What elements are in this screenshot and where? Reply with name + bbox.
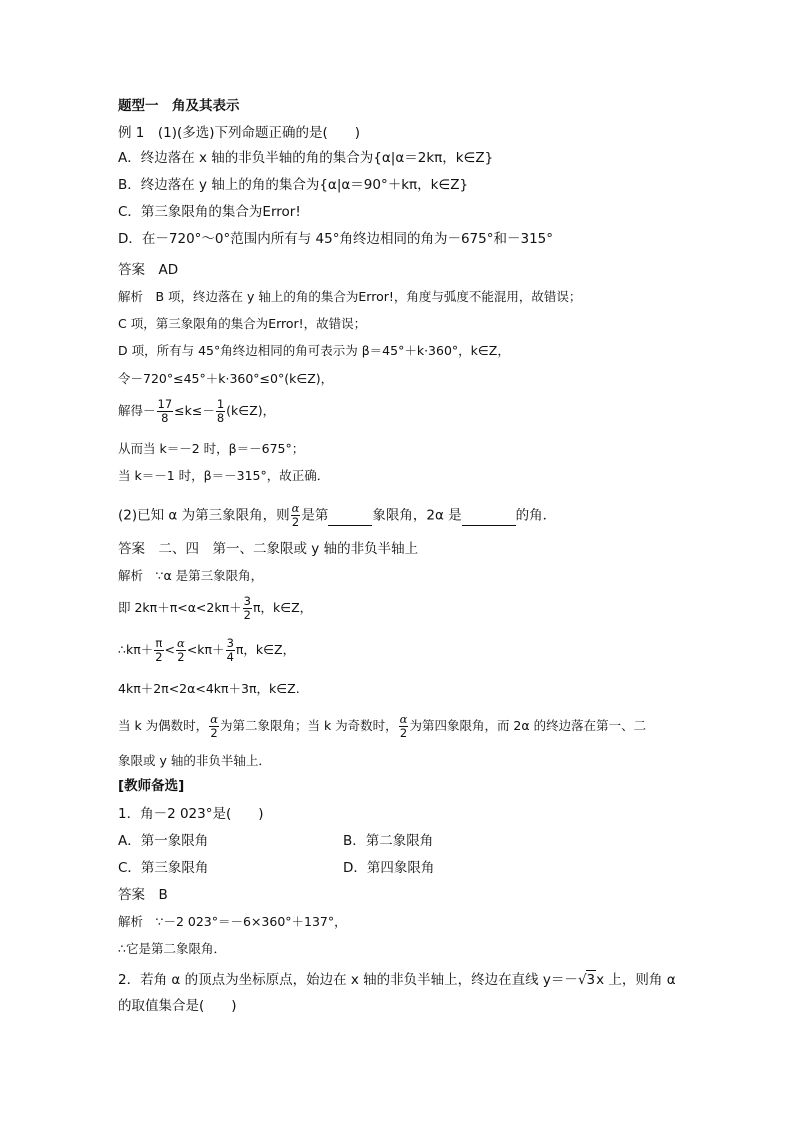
fraction-alpha-2	[399, 713, 409, 740]
analysis-line-5-post: (k∈Z)，	[226, 403, 276, 418]
teacher-q1-option-d: D．第四象限角	[343, 860, 435, 876]
fraction-denominator: 2	[399, 726, 408, 740]
part2-analysis-6: 象限或 y 轴的非负半轴上．	[118, 753, 271, 768]
fraction-numerator: 3	[226, 636, 234, 650]
part2-analysis-3-mid: <kπ＋	[186, 642, 225, 657]
fraction-numerator: 3	[243, 594, 251, 608]
answer-2: 答案 二、四 第一、二象限或 y 轴的非负半轴上	[118, 541, 419, 557]
fraction-17-8	[157, 398, 174, 425]
fraction-numerator: π	[155, 636, 163, 650]
part2-mid1: 是第	[301, 507, 329, 524]
analysis-line-5-pre: 解得－	[118, 403, 156, 418]
analysis-line-7: 当 k＝－1 时，β＝－315°，故正确．	[118, 468, 330, 483]
fraction-denominator: 2	[177, 650, 185, 664]
teacher-q2-post: x 上，则角 α	[596, 972, 676, 988]
example1-stem: 例 1 (1)(多选)下列命题正确的是( )	[118, 125, 361, 141]
part2-analysis-5-post: 为第四象限角，而 2α 的终边落在第一、二	[409, 718, 647, 733]
part2-analysis-4: 4kπ＋2π<2α<4kπ＋3π，k∈Z.	[118, 681, 300, 696]
fraction-denominator: 8	[161, 411, 169, 425]
fraction-denominator: 2	[210, 726, 218, 740]
answer-1: 答案 AD	[118, 262, 179, 278]
part2-analysis-5-pre: 当 k 为偶数时，	[118, 718, 209, 733]
option-d: D．在－720°～0°范围内所有与 45°角终边相同的角为－675°和－315°	[118, 231, 554, 247]
teacher-q1-option-a: A．第一象限角	[118, 833, 209, 849]
analysis-line-2: C 项，第三象限角的集合为Error!，故错误；	[118, 316, 367, 331]
fraction-1-8	[216, 398, 225, 425]
teacher-section-header: [教师备选]	[118, 778, 185, 794]
teacher-q1-option-b: B．第二象限角	[343, 833, 434, 849]
fraction-denominator: 4	[226, 650, 234, 664]
teacher-q1-analysis-2: ∴它是第二象限角．	[118, 941, 226, 956]
fraction-denominator: 2	[155, 650, 163, 664]
analysis-line-3: D 项，所有与 45°角终边相同的角可表示为 β＝45°＋k·360°，k∈Z，	[118, 343, 510, 358]
option-a: A．终边落在 x 轴的非负半轴的角的集合为{α|α＝2kπ，k∈Z}	[118, 150, 494, 166]
teacher-q2-pre: 2．若角 α 的顶点为坐标原点，始边在 x 轴的非负半轴上，终边在直线 y＝－	[118, 972, 578, 988]
part2-pre: (2)已知 α 为第三象限角，则	[118, 507, 290, 524]
part2-analysis-3-pre: ∴kπ＋	[118, 642, 154, 657]
fraction-numerator: α	[210, 712, 218, 726]
fraction-numerator: α	[291, 501, 300, 515]
part2-analysis-2-post: π，k∈Z，	[252, 600, 313, 615]
option-b: B．终边落在 y 轴上的角的集合为{α|α＝90°＋kπ，k∈Z}	[118, 177, 469, 193]
part2-analysis-5-mid: 为第二象限角；当 k 为奇数时，	[219, 718, 398, 733]
analysis-line-6: 从而当 k＝－2 时，β＝－675°；	[118, 441, 305, 456]
teacher-q1-stem: 1．角－2 023°是( )	[118, 806, 264, 822]
fraction-denominator: 2	[291, 515, 300, 529]
sqrt-radicand: 3	[586, 972, 596, 988]
fraction-alpha-2	[209, 713, 219, 740]
part2-question	[118, 502, 556, 529]
analysis-line-5	[118, 398, 275, 425]
fraction-numerator: 1	[216, 397, 225, 411]
fraction-alpha-2	[176, 637, 186, 664]
part2-analysis-3	[118, 637, 295, 664]
part2-mid2: 象限角，2α 是	[372, 507, 462, 524]
teacher-q1-answer: 答案 B	[118, 887, 168, 903]
fraction-3-2	[243, 595, 252, 622]
part2-analysis-2-pre: 即 2kπ＋π<α<2kπ＋	[118, 600, 242, 615]
analysis-line-5-mid: ≤k≤－	[174, 403, 215, 418]
fraction-numerator: α	[177, 636, 185, 650]
fraction-numerator: 17	[157, 397, 173, 411]
sqrt-sign: √	[577, 972, 587, 988]
less-than: <	[164, 642, 176, 657]
fraction-pi-2	[154, 637, 163, 664]
part2-end: 的角．	[515, 507, 557, 524]
teacher-q1-analysis-1: 解析 ∵－2 023°＝－6×360°＋137°，	[118, 914, 347, 929]
answer-blank-2[interactable]	[462, 507, 516, 526]
part2-analysis-3-post: π，k∈Z，	[235, 642, 296, 657]
teacher-q2-line-2: 的取值集合是( )	[118, 998, 237, 1014]
teacher-q2-line-1	[118, 970, 676, 989]
analysis-line-4: 令－720°≤45°＋k·360°≤0°(k∈Z)，	[118, 371, 334, 386]
fraction-denominator: 8	[216, 411, 225, 425]
part2-analysis-2	[118, 595, 312, 622]
fraction-numerator: α	[399, 712, 408, 726]
part2-analysis-1: 解析 ∵α 是第三象限角，	[118, 568, 264, 583]
part2-analysis-5	[118, 713, 646, 740]
analysis-line-1: 解析 B 项，终边落在 y 轴上的角的集合为Error!，角度与弧度不能混用，故错误；	[118, 289, 582, 304]
teacher-q1-option-c: C．第三象限角	[118, 860, 209, 876]
fraction-3-4	[226, 637, 235, 664]
answer-blank-1[interactable]	[328, 507, 372, 526]
fraction-alpha-2	[291, 502, 301, 529]
option-c: C．第三象限角的集合为Error!	[118, 204, 301, 220]
section-title: 题型一 角及其表示	[118, 98, 240, 114]
fraction-denominator: 2	[243, 608, 251, 622]
